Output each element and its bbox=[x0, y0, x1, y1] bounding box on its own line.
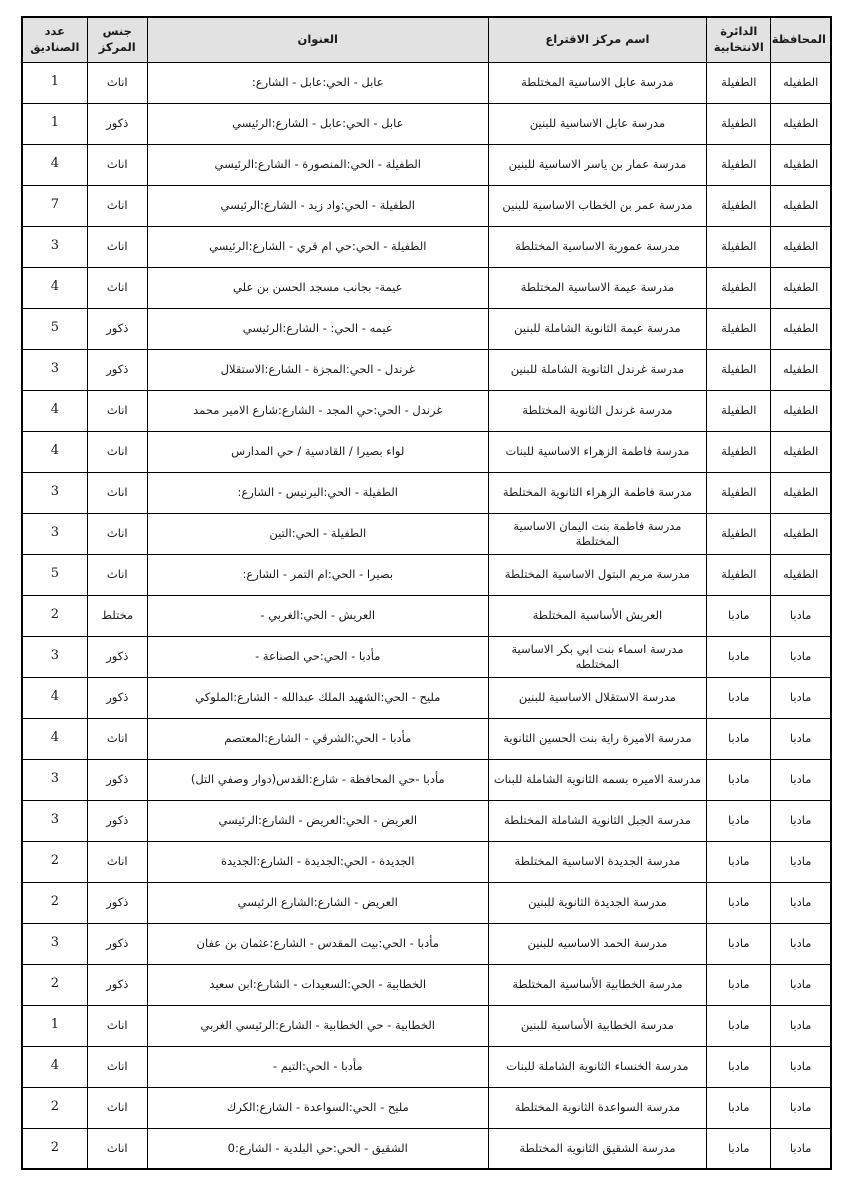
cell-district: الطفيلة bbox=[707, 103, 771, 144]
cell-center: مدرسة عابل الاساسية للبنين bbox=[488, 103, 707, 144]
cell-governorate: مادبا bbox=[771, 882, 831, 923]
cell-gender: ذكور bbox=[87, 636, 147, 677]
cell-district: مادبا bbox=[707, 677, 771, 718]
column-header-gender: جنس المركز bbox=[87, 17, 147, 62]
table-row bbox=[22, 472, 831, 513]
cell-governorate: مادبا bbox=[771, 841, 831, 882]
cell-gender: ذكور bbox=[87, 103, 147, 144]
cell-district: مادبا bbox=[707, 636, 771, 677]
cell-address: الشقيق - الحي:حي البلدية - الشارع:0 bbox=[147, 1128, 488, 1169]
cell-district: الطفيلة bbox=[707, 472, 771, 513]
cell-governorate: مادبا bbox=[771, 718, 831, 759]
cell-district: الطفيلة bbox=[707, 144, 771, 185]
cell-gender: ذكور bbox=[87, 882, 147, 923]
cell-boxes: 1 bbox=[22, 1005, 87, 1046]
cell-boxes: 4 bbox=[22, 390, 87, 431]
cell-address: الجديدة - الحي:الجديدة - الشارع:الجديدة bbox=[147, 841, 488, 882]
table-row bbox=[22, 185, 831, 226]
cell-center: مدرسة الجديدة الثانوية للبنين bbox=[488, 882, 707, 923]
cell-address: بصيرا - الحي:ام التمر - الشارع: bbox=[147, 554, 488, 595]
table-header bbox=[22, 17, 831, 62]
cell-gender: اناث bbox=[87, 185, 147, 226]
cell-gender: اناث bbox=[87, 390, 147, 431]
cell-gender: اناث bbox=[87, 1087, 147, 1128]
cell-address: عيمة- بجانب مسجد الحسن بن علي bbox=[147, 267, 488, 308]
table-row bbox=[22, 349, 831, 390]
cell-address: مأدبا - الحي:حي الصناعة - bbox=[147, 636, 488, 677]
cell-center: مدرسة عمر بن الخطاب الاساسية للبنين bbox=[488, 185, 707, 226]
cell-governorate: الطفيله bbox=[771, 226, 831, 267]
cell-gender: اناث bbox=[87, 431, 147, 472]
cell-address: عابل - الحي:عابل - الشارع: bbox=[147, 62, 488, 103]
cell-boxes: 5 bbox=[22, 554, 87, 595]
cell-district: مادبا bbox=[707, 1087, 771, 1128]
cell-governorate: مادبا bbox=[771, 636, 831, 677]
cell-boxes: 3 bbox=[22, 472, 87, 513]
cell-center: مدرسة الشقيق الثانوية المختلطة bbox=[488, 1128, 707, 1169]
cell-gender: مختلط bbox=[87, 595, 147, 636]
cell-boxes: 3 bbox=[22, 923, 87, 964]
cell-address: الطفيلة - الحي:البرنيس - الشارع: bbox=[147, 472, 488, 513]
table-row bbox=[22, 759, 831, 800]
cell-governorate: الطفيله bbox=[771, 103, 831, 144]
header-row bbox=[22, 17, 831, 62]
cell-district: الطفيلة bbox=[707, 226, 771, 267]
cell-governorate: مادبا bbox=[771, 595, 831, 636]
cell-address: مأدبا - الحي:بيت المقدس - الشارع:عثمان بن عفان bbox=[147, 923, 488, 964]
cell-center: مدرسة عابل الاساسية المختلطة bbox=[488, 62, 707, 103]
cell-governorate: الطفيله bbox=[771, 144, 831, 185]
cell-district: مادبا bbox=[707, 759, 771, 800]
cell-governorate: الطفيله bbox=[771, 349, 831, 390]
cell-address: الطفيلة - الحي:المنصورة - الشارع:الرئيسي bbox=[147, 144, 488, 185]
cell-center: مدرسة عيمة الاساسية المختلطة bbox=[488, 267, 707, 308]
cell-center: مدرسة الخطابية الأساسية للبنين bbox=[488, 1005, 707, 1046]
column-header-address: العنوان bbox=[147, 17, 488, 62]
cell-address: العريش - الحي:الغربي - bbox=[147, 595, 488, 636]
cell-governorate: مادبا bbox=[771, 1128, 831, 1169]
cell-boxes: 3 bbox=[22, 800, 87, 841]
cell-gender: اناث bbox=[87, 841, 147, 882]
cell-gender: اناث bbox=[87, 1046, 147, 1087]
cell-address: عيمه - الحي: - الشارع:الرئيسي bbox=[147, 308, 488, 349]
cell-governorate: مادبا bbox=[771, 800, 831, 841]
cell-center: مدرسة فاطمة بنت اليمان الاساسية المختلطة bbox=[488, 513, 707, 554]
table-row bbox=[22, 103, 831, 144]
cell-governorate: مادبا bbox=[771, 923, 831, 964]
cell-district: الطفيلة bbox=[707, 513, 771, 554]
column-header-governorate: المحافظة bbox=[771, 17, 831, 62]
cell-boxes: 3 bbox=[22, 226, 87, 267]
table-row bbox=[22, 677, 831, 718]
cell-boxes: 2 bbox=[22, 1087, 87, 1128]
cell-gender: ذكور bbox=[87, 923, 147, 964]
table-row bbox=[22, 800, 831, 841]
cell-district: مادبا bbox=[707, 718, 771, 759]
cell-boxes: 7 bbox=[22, 185, 87, 226]
cell-gender: اناث bbox=[87, 267, 147, 308]
table-row bbox=[22, 595, 831, 636]
cell-governorate: الطفيله bbox=[771, 431, 831, 472]
cell-governorate: الطفيله bbox=[771, 185, 831, 226]
cell-address: الطفيلة - الحي:واد زيد - الشارع:الرئيسي bbox=[147, 185, 488, 226]
cell-center: مدرسة اسماء بنت ابي بكر الاساسية المختلطه bbox=[488, 636, 707, 677]
cell-center: مدرسة الخنساء الثانوية الشاملة للبنات bbox=[488, 1046, 707, 1087]
cell-district: مادبا bbox=[707, 841, 771, 882]
cell-boxes: 4 bbox=[22, 431, 87, 472]
cell-address: مأدبا - الحي:الشرقي - الشارع:المعتصم bbox=[147, 718, 488, 759]
cell-gender: اناث bbox=[87, 513, 147, 554]
cell-center: مدرسة عيمة الثانوية الشاملة للبنين bbox=[488, 308, 707, 349]
cell-boxes: 4 bbox=[22, 267, 87, 308]
cell-gender: اناث bbox=[87, 554, 147, 595]
table-row bbox=[22, 431, 831, 472]
cell-address: مأدبا -حي المحافظة - شارع:القدس(دوار وصفي التل) bbox=[147, 759, 488, 800]
cell-address: الخطابية - حي الخطابية - الشارع:الرئيسي الغربي bbox=[147, 1005, 488, 1046]
cell-boxes: 3 bbox=[22, 513, 87, 554]
cell-gender: اناث bbox=[87, 718, 147, 759]
cell-boxes: 2 bbox=[22, 882, 87, 923]
cell-district: مادبا bbox=[707, 800, 771, 841]
cell-district: مادبا bbox=[707, 1128, 771, 1169]
cell-boxes: 2 bbox=[22, 841, 87, 882]
table-row bbox=[22, 513, 831, 554]
cell-address: غرندل - الحي:المجزة - الشارع:الاستقلال bbox=[147, 349, 488, 390]
cell-boxes: 2 bbox=[22, 595, 87, 636]
cell-center: مدرسة السواعدة الثانوية المختلطة bbox=[488, 1087, 707, 1128]
cell-district: مادبا bbox=[707, 923, 771, 964]
cell-center: مدرسة فاطمة الزهراء الاساسية للبنات bbox=[488, 431, 707, 472]
cell-address: العريض - الحي:العريض - الشارع:الرئيسي bbox=[147, 800, 488, 841]
cell-governorate: الطفيله bbox=[771, 390, 831, 431]
cell-center: مدرسة الجبل الثانوية الشاملة المختلطة bbox=[488, 800, 707, 841]
cell-address: الطفيلة - الحي:التين bbox=[147, 513, 488, 554]
cell-center: مدرسة الاميرة راية بنت الحسين الثانوية bbox=[488, 718, 707, 759]
cell-district: مادبا bbox=[707, 595, 771, 636]
cell-gender: ذكور bbox=[87, 677, 147, 718]
cell-district: الطفيلة bbox=[707, 267, 771, 308]
cell-boxes: 3 bbox=[22, 759, 87, 800]
cell-district: الطفيلة bbox=[707, 308, 771, 349]
cell-center: مدرسة فاطمة الزهراء الثانوية المختلطة bbox=[488, 472, 707, 513]
cell-district: الطفيلة bbox=[707, 431, 771, 472]
cell-governorate: الطفيله bbox=[771, 267, 831, 308]
cell-center: مدرسة مريم البتول الاساسية المختلطة bbox=[488, 554, 707, 595]
cell-address: مليح - الحي:الشهيد الملك عبدالله - الشارع:الملوكي bbox=[147, 677, 488, 718]
table-row bbox=[22, 1046, 831, 1087]
cell-district: الطفيلة bbox=[707, 390, 771, 431]
cell-gender: اناث bbox=[87, 144, 147, 185]
cell-district: الطفيلة bbox=[707, 554, 771, 595]
table-body bbox=[22, 62, 831, 1169]
cell-governorate: الطفيله bbox=[771, 62, 831, 103]
cell-governorate: مادبا bbox=[771, 677, 831, 718]
table-row bbox=[22, 390, 831, 431]
cell-gender: ذكور bbox=[87, 800, 147, 841]
cell-governorate: مادبا bbox=[771, 759, 831, 800]
cell-address: مأدبا - الحي:التيم - bbox=[147, 1046, 488, 1087]
cell-governorate: مادبا bbox=[771, 1005, 831, 1046]
cell-gender: اناث bbox=[87, 1128, 147, 1169]
cell-governorate: الطفيله bbox=[771, 472, 831, 513]
cell-boxes: 2 bbox=[22, 964, 87, 1005]
cell-gender: اناث bbox=[87, 62, 147, 103]
table-row bbox=[22, 267, 831, 308]
cell-boxes: 2 bbox=[22, 1128, 87, 1169]
cell-boxes: 4 bbox=[22, 677, 87, 718]
cell-gender: اناث bbox=[87, 226, 147, 267]
column-header-district: الدائرة الانتخابية bbox=[707, 17, 771, 62]
cell-center: مدرسة غرندل الثانوية المختلطة bbox=[488, 390, 707, 431]
cell-center: مدرسة عمورية الاساسية المختلطة bbox=[488, 226, 707, 267]
cell-boxes: 1 bbox=[22, 103, 87, 144]
cell-gender: ذكور bbox=[87, 964, 147, 1005]
cell-district: مادبا bbox=[707, 1005, 771, 1046]
table-row bbox=[22, 841, 831, 882]
cell-gender: اناث bbox=[87, 472, 147, 513]
cell-governorate: مادبا bbox=[771, 1046, 831, 1087]
cell-gender: ذكور bbox=[87, 308, 147, 349]
cell-boxes: 4 bbox=[22, 1046, 87, 1087]
table-row bbox=[22, 1005, 831, 1046]
cell-district: الطفيلة bbox=[707, 185, 771, 226]
cell-boxes: 3 bbox=[22, 349, 87, 390]
column-header-center: اسم مركز الاقتراع bbox=[488, 17, 707, 62]
table-row bbox=[22, 1128, 831, 1169]
cell-governorate: مادبا bbox=[771, 964, 831, 1005]
cell-boxes: 4 bbox=[22, 718, 87, 759]
cell-center: مدرسة الحمد الاساسيه للبنين bbox=[488, 923, 707, 964]
cell-address: العريض - الشارع:الشارع الرئيسي bbox=[147, 882, 488, 923]
cell-center: العريش الأساسية المختلطة bbox=[488, 595, 707, 636]
cell-governorate: الطفيله bbox=[771, 513, 831, 554]
table-row bbox=[22, 226, 831, 267]
cell-address: الخطابية - الحي:السعيدات - الشارع:ابن سعيد bbox=[147, 964, 488, 1005]
cell-boxes: 5 bbox=[22, 308, 87, 349]
cell-governorate: مادبا bbox=[771, 1087, 831, 1128]
table-row bbox=[22, 308, 831, 349]
cell-center: مدرسة الجديدة الاساسية المختلطة bbox=[488, 841, 707, 882]
table-row bbox=[22, 964, 831, 1005]
table-row bbox=[22, 554, 831, 595]
cell-district: مادبا bbox=[707, 964, 771, 1005]
cell-center: مدرسة الاميره بسمه الثانوية الشاملة للبنات bbox=[488, 759, 707, 800]
cell-gender: ذكور bbox=[87, 759, 147, 800]
polling-centers-table bbox=[21, 16, 832, 1170]
cell-address: الطفيلة - الحي:حي ام قري - الشارع:الرئيسي bbox=[147, 226, 488, 267]
table-row bbox=[22, 1087, 831, 1128]
cell-governorate: الطفيله bbox=[771, 308, 831, 349]
cell-address: عابل - الحي:عابل - الشارع:الرئيسي bbox=[147, 103, 488, 144]
table-row bbox=[22, 718, 831, 759]
cell-address: مليح - الحي:السواعدة - الشارع:الكرك bbox=[147, 1087, 488, 1128]
column-header-boxes: عدد الصناديق bbox=[22, 17, 87, 62]
cell-boxes: 3 bbox=[22, 636, 87, 677]
cell-address: لواء بصيرا / القادسية / حي المدارس bbox=[147, 431, 488, 472]
cell-district: الطفيلة bbox=[707, 349, 771, 390]
cell-gender: اناث bbox=[87, 1005, 147, 1046]
table-row bbox=[22, 636, 831, 677]
cell-center: مدرسة الخطابية الأساسية المختلطة bbox=[488, 964, 707, 1005]
cell-district: مادبا bbox=[707, 882, 771, 923]
table-row bbox=[22, 62, 831, 103]
cell-address: غرندل - الحي:حي المجد - الشارع:شارع الامير محمد bbox=[147, 390, 488, 431]
table-row bbox=[22, 923, 831, 964]
cell-boxes: 4 bbox=[22, 144, 87, 185]
cell-gender: ذكور bbox=[87, 349, 147, 390]
cell-governorate: الطفيله bbox=[771, 554, 831, 595]
cell-boxes: 1 bbox=[22, 62, 87, 103]
cell-center: مدرسة غرندل الثانوية الشاملة للبنين bbox=[488, 349, 707, 390]
cell-district: الطفيلة bbox=[707, 62, 771, 103]
table-row bbox=[22, 144, 831, 185]
cell-center: مدرسة الاستقلال الاساسية للبنين bbox=[488, 677, 707, 718]
cell-district: مادبا bbox=[707, 1046, 771, 1087]
table-row bbox=[22, 882, 831, 923]
cell-center: مدرسة عمار بن ياسر الاساسية للبنين bbox=[488, 144, 707, 185]
